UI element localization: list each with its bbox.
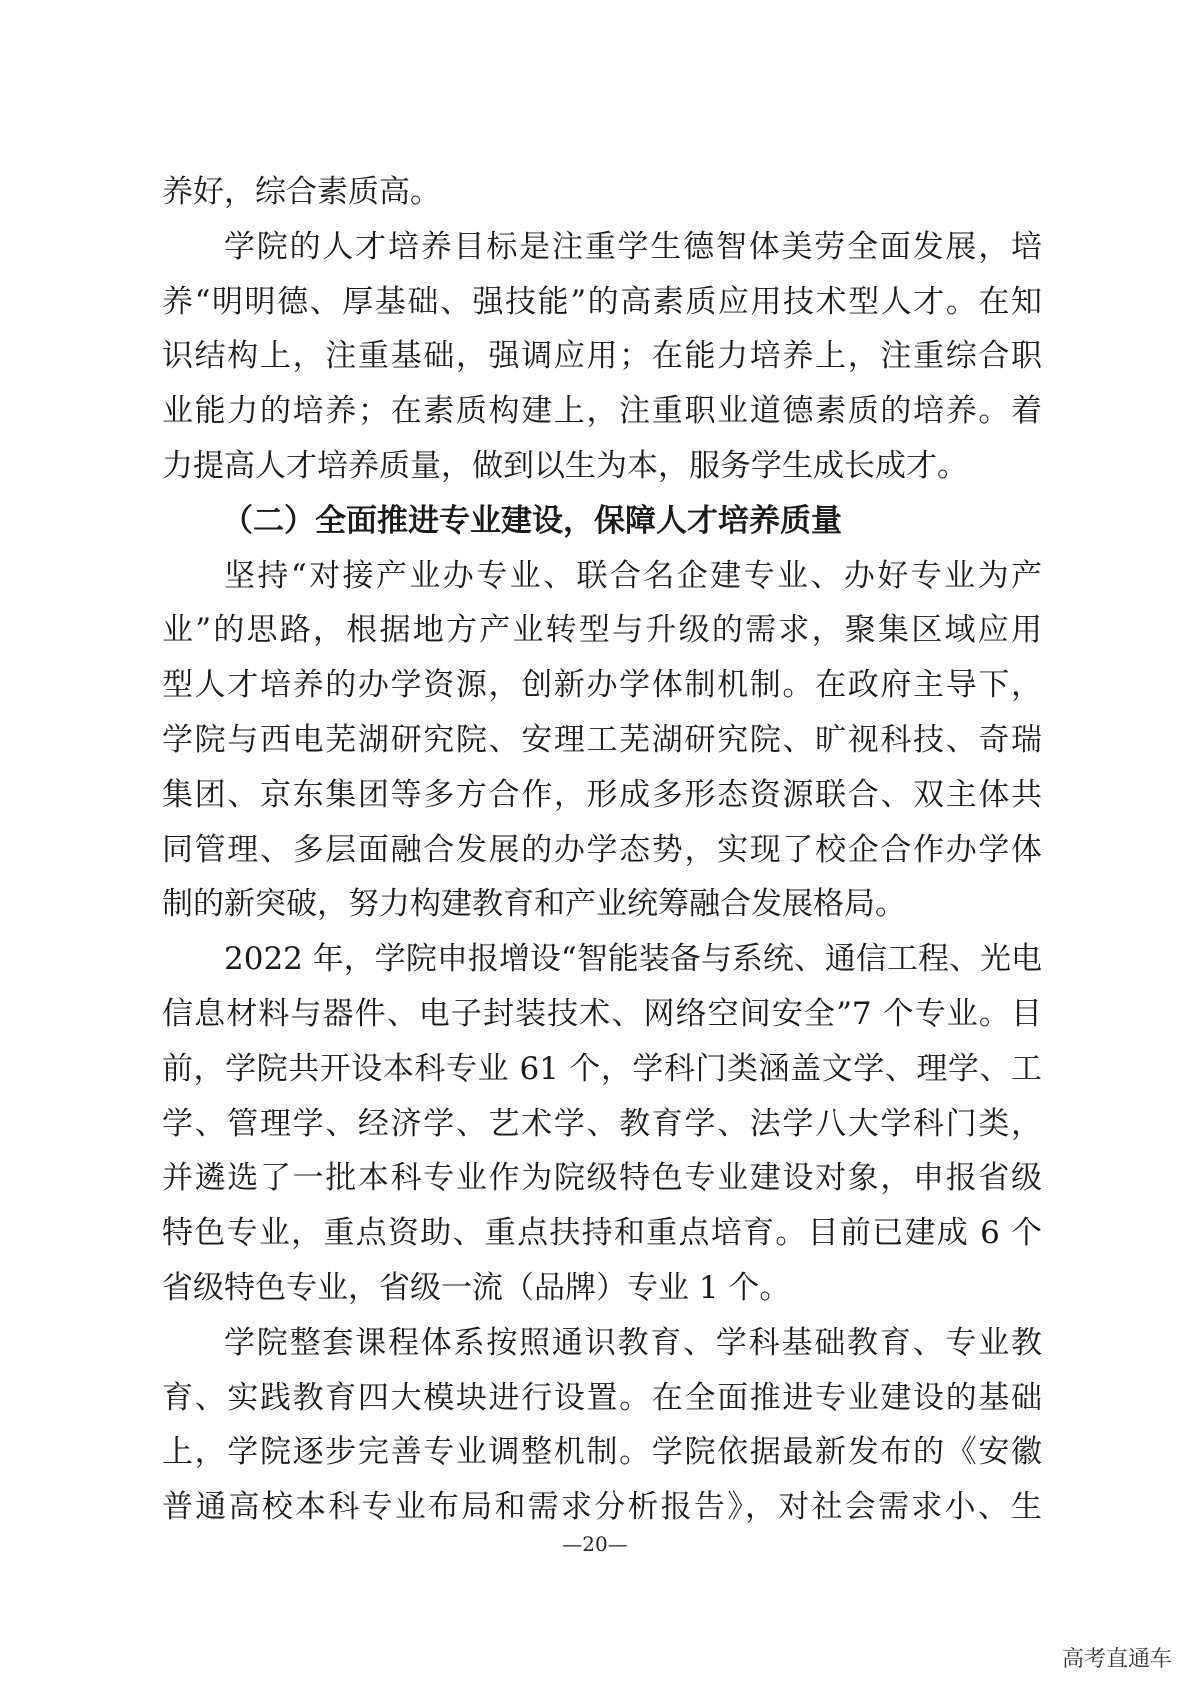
paragraph-line: 上，学院逐步完善专业调整机制。学院依据最新发布的《安徽 <box>162 1434 1042 1471</box>
paragraph-line: 前，学院共开设本科专业 61 个，学科门类涵盖文学、理学、工 <box>162 1050 1042 1087</box>
paragraph-line: 识结构上，注重基础，强调应用；在能力培养上，注重综合职 <box>162 338 1042 375</box>
page-number: —20— <box>562 1532 628 1556</box>
paragraph-line: 普通高校本科专业布局和需求分析报告》，对社会需求小、生 <box>162 1489 1042 1526</box>
paragraph-line: 型人才培养的办学资源，创新办学体制机制。在政府主导下， <box>162 667 1042 704</box>
document-body <box>162 165 1042 1535</box>
paragraph-first-line: 2022 年，学院申报增设“智能装备与系统、通信工程、光电 <box>224 941 1042 978</box>
paragraph-first-line: 坚持“对接产业办专业、联合名企建专业、办好专业为产 <box>224 557 1042 594</box>
paragraph-first-line: 学院整套课程体系按照通识教育、学科基础教育、专业教 <box>224 1324 1042 1361</box>
watermark-text: 高考直通车 <box>1061 1647 1172 1672</box>
paragraph-line: 学、管理学、经济学、艺术学、教育学、法学八大学科门类， <box>162 1105 1042 1142</box>
paragraph-line: 业”的思路，根据地方产业转型与升级的需求，聚集区域应用 <box>162 612 1042 649</box>
paragraph-line: 养好，综合素质高。 <box>162 174 441 210</box>
paragraph-line: 力提高人才培养质量，做到以生为本，服务学生成长成才。 <box>162 447 968 484</box>
paragraph-line: 集团、京东集团等多方合作，形成多形态资源联合、双主体共 <box>162 776 1042 813</box>
paragraph-line: 业能力的培养；在素质构建上，注重职业道德素质的培养。着 <box>162 393 1042 430</box>
paragraph-line: 信息材料与器件、电子封装技术、网络空间安全”7 个专业。目 <box>162 995 1042 1032</box>
paragraph-line: 养“明明德、厚基础、强技能”的高素质应用技术型人才。在知 <box>162 283 1042 320</box>
paragraph-line: 制的新突破，努力构建教育和产业统筹融合发展格局。 <box>162 886 906 923</box>
paragraph-line: 省级特色专业，省级一流（品牌）专业 1 个。 <box>162 1269 791 1306</box>
paragraph-line: 学院与西电芜湖研究院、安理工芜湖研究院、旷视科技、奇瑞 <box>162 721 1042 758</box>
paragraph-line: 并遴选了一批本科专业作为院级特色专业建设对象，申报省级 <box>162 1160 1042 1197</box>
paragraph-line: 特色专业，重点资助、重点扶持和重点培育。目前已建成 6 个 <box>162 1215 1042 1252</box>
paragraph-first-line: 学院的人才培养目标是注重学生德智体美劳全面发展，培 <box>224 228 1042 265</box>
paragraph-line: 育、实践教育四大模块进行设置。在全面推进专业建设的基础 <box>162 1379 1042 1416</box>
section-heading: （二）全面推进专业建设，保障人才培养质量 <box>222 502 842 539</box>
paragraph-line: 同管理、多层面融合发展的办学态势，实现了校企合作办学体 <box>162 831 1042 868</box>
